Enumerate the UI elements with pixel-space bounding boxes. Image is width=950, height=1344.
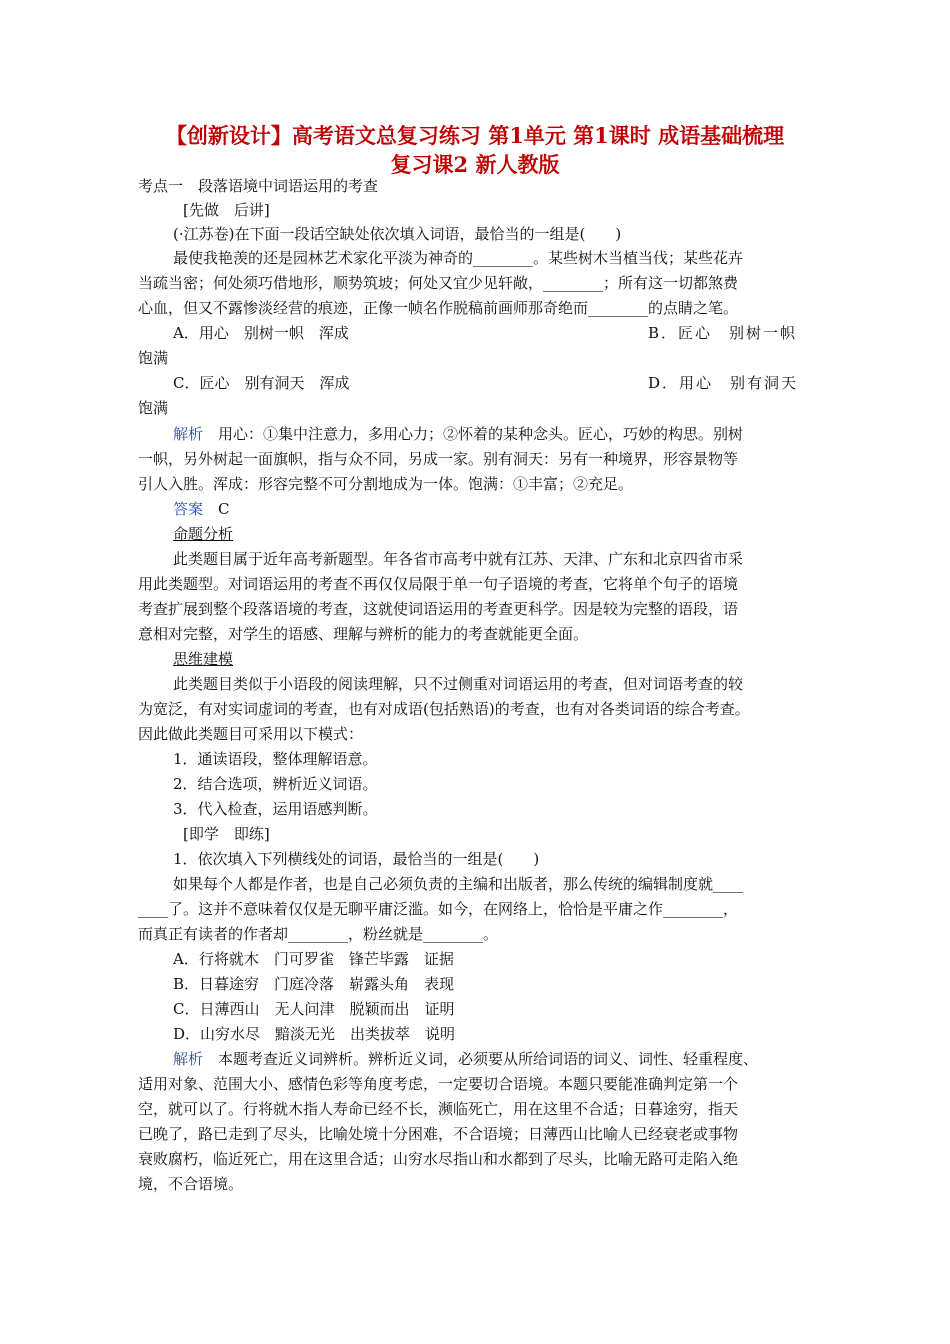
passage-line: 当疏当密；何处须巧借地形，顺势筑坡；何处又宜少见轩敞，________；所有这一切都煞费: [138, 274, 739, 292]
answer-value: C: [203, 500, 230, 518]
jixue-passage: 如果每个人都是作者，也是自己必须负责的主编和出版者，那么传统的编辑制度就____: [173, 875, 744, 893]
analysis-line: 已晚了，路已走到了尽头，比喻处境十分困难，不合语境；日薄西山比喻人已经衰老或事物: [138, 1125, 739, 1143]
answer-line: [173, 499, 230, 519]
mingti-line: 意相对完整，对学生的语感、理解与辨析的能力的考查就能更全面。: [138, 625, 589, 643]
option-a: A．用心 别树一帜 浑成: [173, 324, 349, 342]
mingti-heading: 命题分析: [173, 525, 234, 543]
jixue-passage: 而真正有读者的作者却________，粉丝就是________。: [138, 925, 499, 943]
siwei-step: 2．结合选项，辨析近义词语。: [173, 775, 378, 793]
analysis-line: 境，不合语境。: [138, 1175, 244, 1193]
mingti-line: 考查扩展到整个段落语境的考查，这就使词语运用的考查更科学。因是较为完整的语段，语: [138, 600, 739, 618]
siwei-heading: 思维建模: [173, 650, 234, 668]
jixue-option-b: B．日暮途穷 门庭冷落 崭露头角 表现: [173, 975, 455, 993]
section-heading: 考点一 段落语境中词语运用的考查: [138, 177, 379, 195]
analysis-label: 解析: [173, 425, 204, 443]
siwei-line: 此类题目类似于小语段的阅读理解，只不过侧重对词语运用的考查，但对词语考查的较: [173, 675, 744, 693]
document-title: [120, 121, 830, 179]
analysis-line: 空，就可以了。行将就木指人寿命已经不长，濒临死亡，用在这里不合适；日暮途穷，指天: [138, 1100, 739, 1118]
option-b-tail: 饱满: [138, 349, 169, 367]
section-subhead: [先做 后讲]: [183, 201, 270, 219]
answer-label: 答案: [173, 500, 204, 518]
jixue-subhead: [即学 即练]: [183, 825, 270, 843]
passage-line: 最使我艳羡的还是园林艺术家化平淡为神奇的________。某些树木当植当伐；某些花卉: [173, 249, 744, 267]
jixue-option-c: C．日薄西山 无人问津 脱颖而出 证明: [173, 1000, 455, 1018]
jixue-option-a: A．行将就木 门可罗雀 锋芒毕露 证据: [173, 950, 454, 968]
siwei-line: 为宽泛，有对实词虚词的考查，也有对成语(包括熟语)的考查，也有对各类词语的综合考查。: [138, 700, 750, 718]
title-line-1: 【创新设计】高考语文总复习练习 第1单元 第1课时 成语基础梳理: [165, 123, 785, 148]
analysis-line: 引人入胜。浑成：形容完整不可分割地成为一体。饱满：①丰富；②充足。: [138, 475, 634, 493]
jixue-stem: 1．依次填入下列横线处的词语，最恰当的一组是( ): [173, 850, 540, 868]
passage-line: 心血，但又不露惨淡经营的痕迹，正像一帧名作脱稿前画师那奇绝而________的点睛之笔。: [138, 299, 739, 317]
option-c: C．匠心 别有洞天 浑成: [173, 374, 350, 392]
analysis-label: 解析: [173, 1050, 204, 1068]
siwei-line: 因此做此类题目可采用以下模式：: [138, 725, 364, 743]
mingti-line: 用此类题型。对词语运用的考查不再仅仅局限于单一句子语境的考查，它将单个句子的语境: [138, 575, 739, 593]
option-b: B．匠心 别树一帜: [648, 324, 798, 342]
analysis-line: 适用对象、范围大小、感情色彩等角度考虑，一定要切合语境。本题只要能准确判定第一个: [138, 1075, 739, 1093]
option-d: D．用心 别有洞天: [648, 374, 799, 392]
title-line-2: 复习课2 新人教版: [390, 152, 560, 177]
mingti-line: 此类题目属于近年高考新题型。年各省市高考中就有江苏、天津、广东和北京四省市采: [173, 550, 744, 568]
siwei-step: 1．通读语段，整体理解语意。: [173, 750, 378, 768]
analysis-line: 解析 本题考查近义词辨析。辨析近义词，必须要从所给词语的词义、词性、轻重程度、: [173, 1050, 759, 1068]
analysis-line: 一帜，另外树起一面旗帜，指与众不同，另成一家。别有洞天：另有一种境界，形容景物等: [138, 450, 739, 468]
jixue-option-d: D．山穷水尽 黯淡无光 出类拔萃 说明: [173, 1025, 456, 1043]
option-d-tail: 饱满: [138, 399, 169, 417]
analysis-line: 衰败腐朽，临近死亡，用在这里合适；山穷水尽指山和水都到了尽头，比喻无路可走陷入绝: [138, 1150, 739, 1168]
analysis-line: 解析 用心：①集中注意力，多用心力；②怀着的某种念头。匠心，巧妙的构思。别树: [173, 425, 744, 443]
siwei-step: 3．代入检查，运用语感判断。: [173, 800, 378, 818]
question-stem: (·江苏卷)在下面一段话空缺处依次填入词语，最恰当的一组是( ): [173, 225, 622, 243]
jixue-passage: ____了。这并不意味着仅仅是无聊平庸泛滥。如今，在网络上，恰恰是平庸之作________，: [138, 900, 739, 918]
